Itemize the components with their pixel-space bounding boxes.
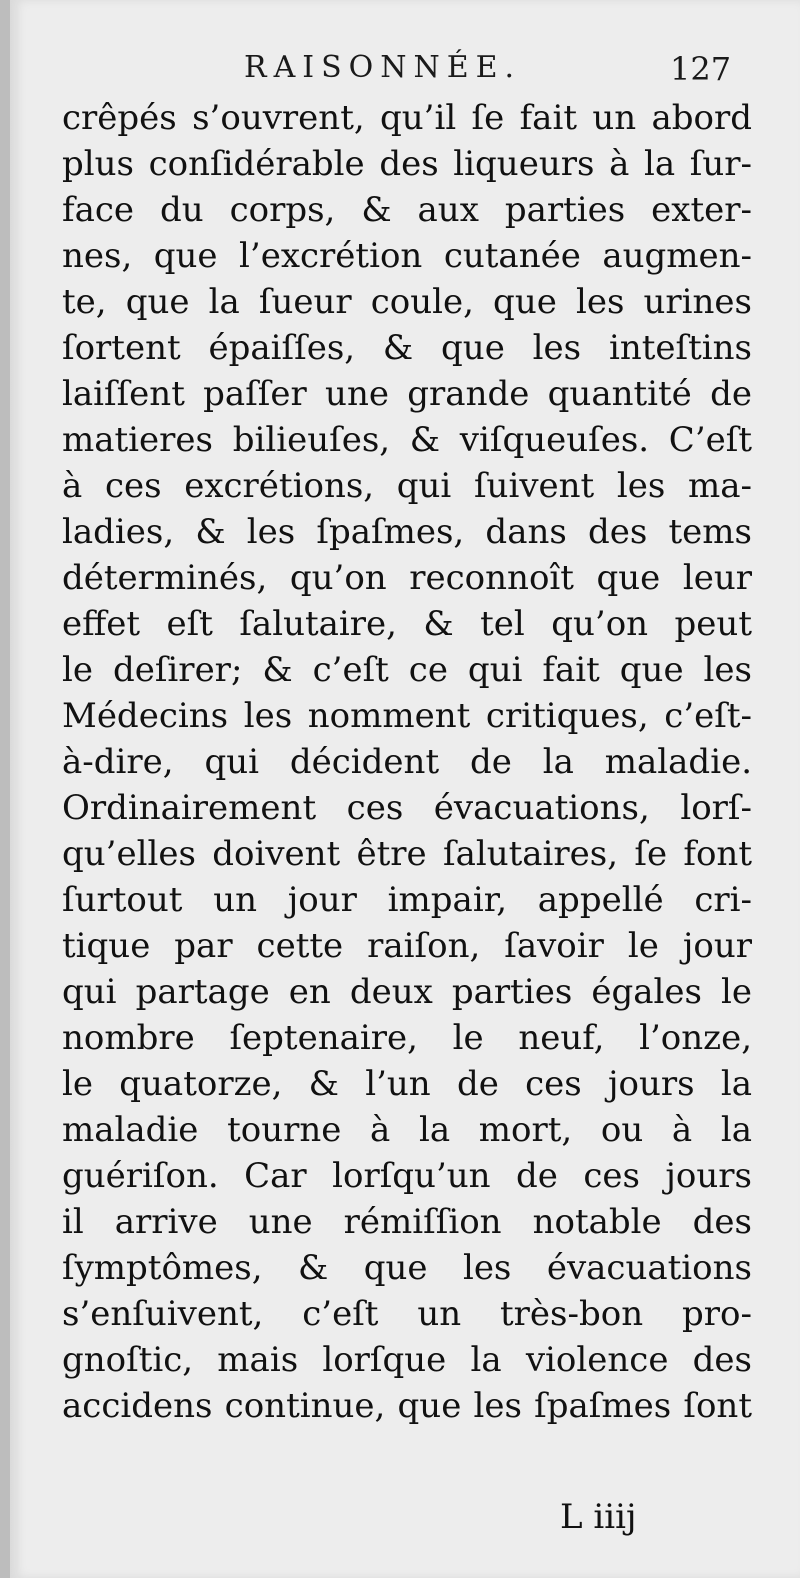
text-line: accidens continue, que les ſpaſmes ſont xyxy=(62,1386,752,1426)
text-line: qu’elles doivent être ſalutaires, ſe font xyxy=(62,834,752,874)
text-line: face du corps, & aux parties exter- xyxy=(62,190,752,230)
text-line: crêpés s’ouvrent, qu’il ſe fait un abord xyxy=(62,98,752,138)
page-gutter xyxy=(0,0,10,1578)
text-line: le deſirer; & c’eſt ce qui fait que les xyxy=(62,650,752,690)
text-line: ſymptômes, & que les évacuations xyxy=(62,1248,752,1288)
text-line: déterminés, qu’on reconnoît que leur xyxy=(62,558,752,598)
text-line: guériſon. Car lorſqu’un de ces jours xyxy=(62,1156,752,1196)
text-line: plus conſidérable des liqueurs à la ſur- xyxy=(62,144,752,184)
text-line: à ces excrétions, qui ſuivent les ma- xyxy=(62,466,752,506)
text-line: Médecins les nomment critiques, c’eſt- xyxy=(62,696,752,736)
text-line: nes, que l’excrétion cutanée augmen- xyxy=(62,236,752,276)
running-head-title: RAISONNÉE. xyxy=(244,50,522,85)
text-line: laiſſent paſſer une grande quantité de xyxy=(62,374,752,414)
text-line: nombre ſeptenaire, le neuf, l’onze, xyxy=(62,1018,752,1058)
text-line: à-dire, qui décident de la maladie. xyxy=(62,742,752,782)
text-line: tique par cette raiſon, ſavoir le jour xyxy=(62,926,752,966)
text-line: matieres bilieuſes, & viſqueuſes. C’eſt xyxy=(62,420,752,460)
book-page xyxy=(12,0,800,1578)
text-line: qui partage en deux parties égales le xyxy=(62,972,752,1012)
text-line: Ordinairement ces évacuations, lorſ- xyxy=(62,788,752,828)
text-line: gnoſtic, mais lorſque la violence des xyxy=(62,1340,752,1380)
page-number: 127 xyxy=(670,50,732,88)
text-line: s’enſuivent, c’eſt un très-bon pro- xyxy=(62,1294,752,1334)
text-line: ladies, & les ſpaſmes, dans des tems xyxy=(62,512,752,552)
text-line: il arrive une rémiſſion notable des xyxy=(62,1202,752,1242)
text-line: le quatorze, & l’un de ces jours la xyxy=(62,1064,752,1104)
text-line: maladie tourne à la mort, ou à la xyxy=(62,1110,752,1150)
running-head xyxy=(12,50,800,90)
text-line: te, que la ſueur coule, que les urines xyxy=(62,282,752,322)
signature-mark: L iiij xyxy=(560,1497,637,1537)
body-text xyxy=(62,95,752,1429)
text-line: ſortent épaiſſes, & que les inteſtins xyxy=(62,328,752,368)
text-line: effet eſt ſalutaire, & tel qu’on peut xyxy=(62,604,752,644)
text-line: ſurtout un jour impair, appellé cri- xyxy=(62,880,752,920)
